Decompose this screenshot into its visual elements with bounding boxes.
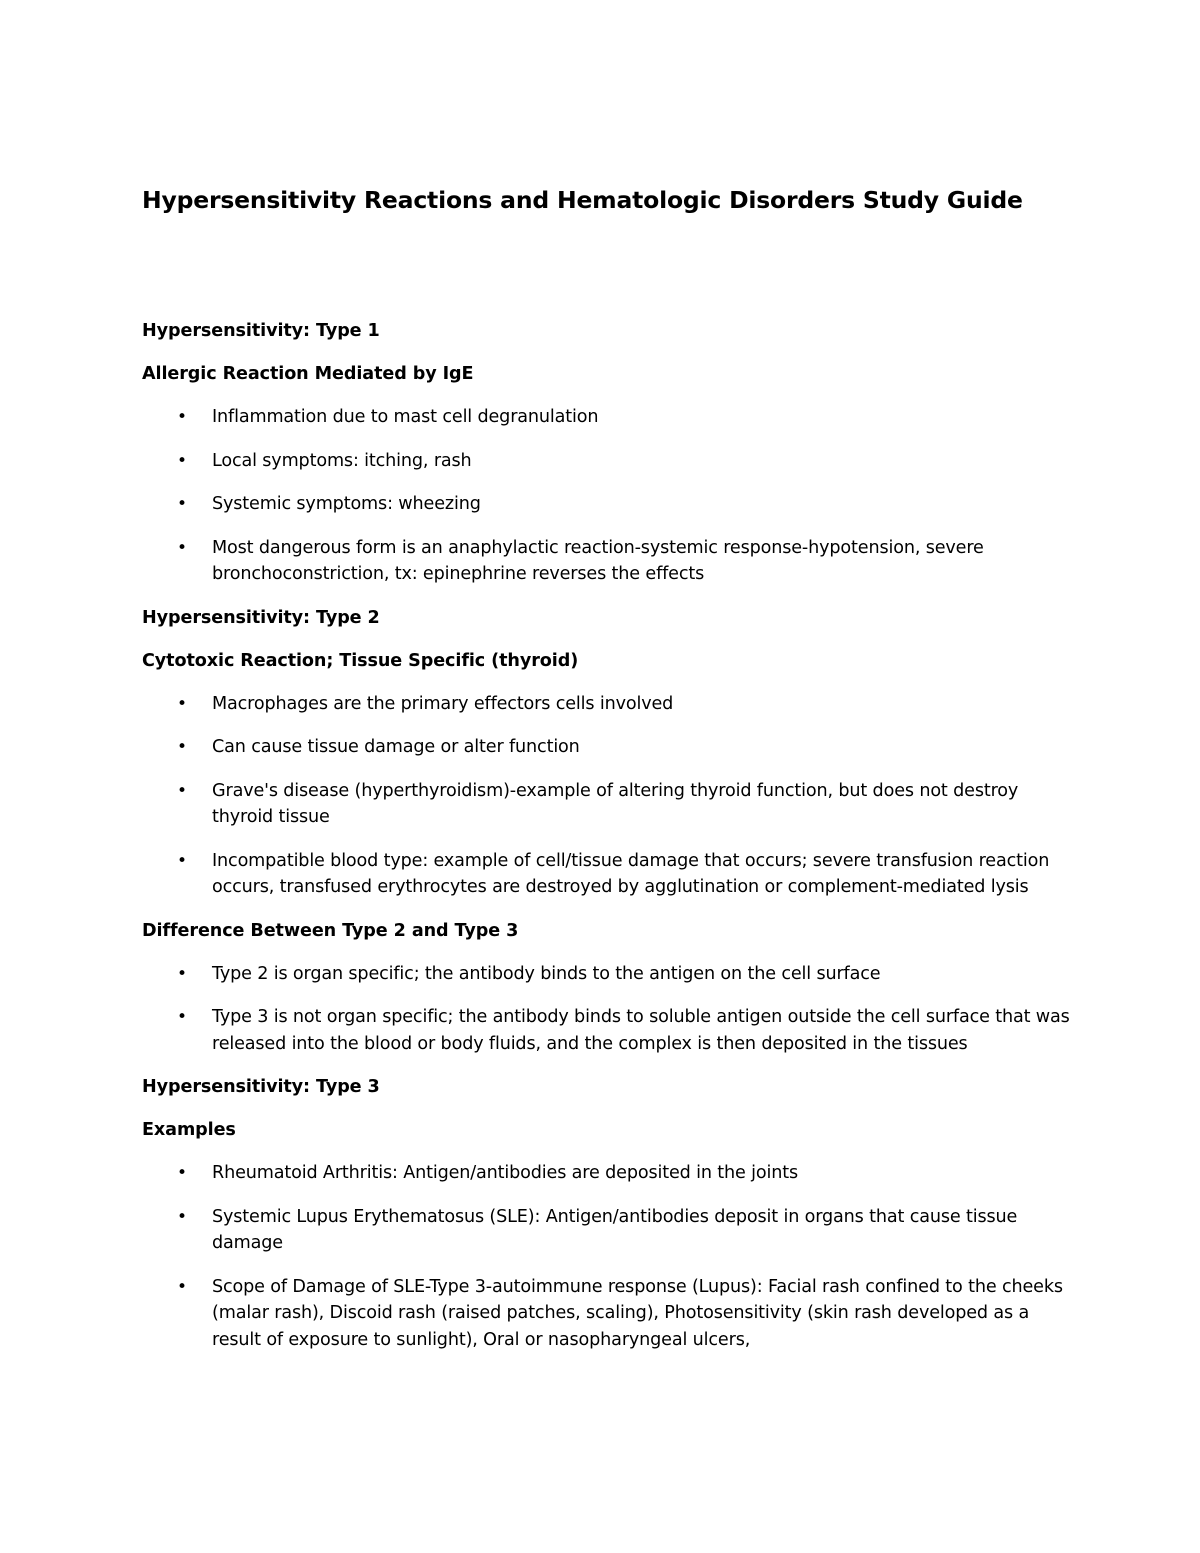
- bullet-list: [142, 1160, 1072, 1353]
- list-item-text: Systemic symptoms: wheezing: [212, 494, 481, 514]
- section-type-1: [142, 318, 1072, 588]
- bullet-icon: •: [177, 494, 187, 514]
- bullet-icon: •: [177, 407, 187, 427]
- section-difference-type-2-3: [142, 918, 1072, 1058]
- bullet-list: [142, 404, 1072, 588]
- list-item: [142, 1204, 1072, 1257]
- bullet-icon: •: [177, 693, 187, 714]
- list-item-text: Type 3 is not organ specific; the antibody binds to soluble antigen outside the cell surface that was released into the blood or body fluids, and the complex is then deposited in the tissues: [212, 1007, 1070, 1054]
- list-item: [142, 691, 1072, 718]
- section-heading: Difference Between Type 2 and Type 3: [142, 920, 519, 941]
- list-item-text: Can cause tissue damage or alter function: [212, 737, 580, 757]
- list-item-text: Grave's disease (hyperthyroidism)-example of altering thyroid function, but does not destroy thyroid tissue: [212, 780, 1019, 827]
- list-item: [142, 1274, 1072, 1354]
- section-type-2: [142, 605, 1072, 901]
- list-item-text: Type 2 is organ specific; the antibody binds to the antigen on the cell surface: [212, 963, 881, 984]
- bullet-icon: •: [177, 963, 187, 984]
- document-title: Hypersensitivity Reactions and Hematologic Disorders Study Guide: [142, 186, 1023, 214]
- list-item: [142, 404, 1072, 431]
- document-body: [142, 318, 1072, 1370]
- list-item: [142, 848, 1072, 901]
- list-item-text: Rheumatoid Arthritis: Antigen/antibodies are deposited in the joints: [212, 1163, 798, 1183]
- bullet-icon: •: [177, 450, 187, 471]
- bullet-list: [142, 691, 1072, 901]
- list-item-text: Local symptoms: itching, rash: [212, 450, 472, 471]
- list-item-text: Systemic Lupus Erythematosus (SLE): Antigen/antibodies deposit in organs that cause tissue damage: [212, 1206, 1018, 1253]
- bullet-list: [142, 961, 1072, 1058]
- list-item: [142, 1004, 1072, 1057]
- bullet-icon: •: [177, 780, 187, 801]
- bullet-icon: •: [177, 1163, 187, 1183]
- section-heading: Hypersensitivity: Type 1: [142, 321, 380, 341]
- list-item-text: Scope of Damage of SLE-Type 3-autoimmune response (Lupus): Facial rash confined to the cheeks (malar rash), Discoid rash (raised patches, scaling), Photosensitivity (skin rash developed as a result of exposure to sunlight), Oral or nasopharyngeal ulcers,: [212, 1276, 1063, 1350]
- section-subheading: Allergic Reaction Mediated by IgE: [142, 364, 474, 384]
- bullet-icon: •: [177, 1276, 187, 1297]
- section-subheading: Cytotoxic Reaction; Tissue Specific (thyroid): [142, 650, 579, 671]
- section-subheading: Examples: [142, 1120, 236, 1140]
- bullet-icon: •: [177, 1007, 187, 1027]
- bullet-icon: •: [177, 1206, 187, 1227]
- list-item: [142, 535, 1072, 588]
- list-item-text: Macrophages are the primary effectors cells involved: [212, 693, 674, 714]
- list-item: [142, 1160, 1072, 1187]
- list-item-text: Most dangerous form is an anaphylactic reaction-systemic response-hypotension, severe bronchoconstriction, tx: epinephrine reverses the effects: [212, 537, 984, 584]
- list-item: [142, 961, 1072, 988]
- section-type-3: [142, 1074, 1072, 1353]
- bullet-icon: •: [177, 737, 187, 757]
- list-item: [142, 778, 1072, 831]
- bullet-icon: •: [177, 850, 187, 871]
- list-item-text: Inflammation due to mast cell degranulation: [212, 407, 599, 427]
- list-item-text: Incompatible blood type: example of cell/tissue damage that occurs; severe transfusion reaction occurs, transfused erythrocytes are destroyed by agglutination or complement-mediated lysis: [212, 850, 1050, 897]
- section-heading: Hypersensitivity: Type 3: [142, 1077, 380, 1097]
- list-item: [142, 491, 1072, 518]
- section-heading: Hypersensitivity: Type 2: [142, 607, 380, 628]
- bullet-icon: •: [177, 537, 187, 558]
- list-item: [142, 734, 1072, 761]
- list-item: [142, 448, 1072, 475]
